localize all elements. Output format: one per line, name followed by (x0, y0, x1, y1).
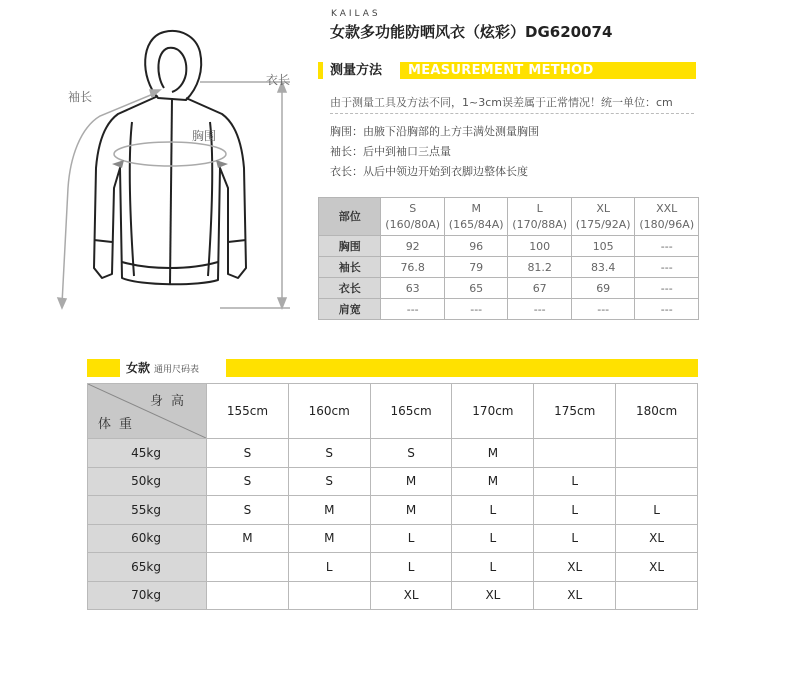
table-row (88, 496, 698, 525)
measurement-corner-label: 部位 (319, 198, 381, 236)
table-cell: 96 (444, 236, 508, 257)
table-cell: --- (508, 299, 572, 320)
sleeve-description: 袖长：后中到袖口三点量 (330, 145, 451, 158)
measurement-method-title-en: MEASUREMENT METHOD (408, 63, 594, 78)
size-cell (288, 581, 370, 610)
height-header: 180cm (616, 384, 698, 439)
size-code: XL (596, 201, 611, 215)
size-cell: S (288, 439, 370, 468)
weight-axis-label: 体重 (98, 417, 141, 432)
size-cell: S (207, 439, 289, 468)
height-header: 160cm (288, 384, 370, 439)
size-header (381, 198, 445, 236)
size-code: S (409, 201, 417, 215)
table-cell: 79 (444, 257, 508, 278)
measurement-row-sleeve (319, 257, 699, 278)
size-cell: L (370, 524, 452, 553)
height-axis-label: 身高 (149, 394, 192, 409)
table-cell: 67 (508, 278, 572, 299)
weight-label: 50kg (88, 467, 207, 496)
chest-description: 胸围：由腋下沿胸部的上方丰满处测量胸围 (330, 125, 539, 138)
height-header: 155cm (207, 384, 289, 439)
general-size-table (87, 383, 698, 610)
size-cell: L (452, 553, 534, 582)
size-spec: (175/92A) (575, 217, 631, 231)
size-cell: L (288, 553, 370, 582)
height-header: 170cm (452, 384, 534, 439)
table-row (88, 553, 698, 582)
table-cell: 92 (381, 236, 445, 257)
size-cell (207, 581, 289, 610)
table-cell: 81.2 (508, 257, 572, 278)
body-length-label: 衣长 (266, 73, 291, 87)
table-cell: --- (381, 299, 445, 320)
table-row (88, 524, 698, 553)
size-cell: XL (452, 581, 534, 610)
size-header (635, 198, 699, 236)
size-cell (534, 439, 616, 468)
section-marker (318, 62, 323, 79)
table-cell: 100 (508, 236, 572, 257)
length-description: 衣长：从后中领边开始到衣脚边整体长度 (330, 165, 528, 178)
table-cell: --- (635, 299, 699, 320)
size-cell (616, 439, 698, 468)
size-cell: M (207, 524, 289, 553)
size-cell: XL (616, 553, 698, 582)
size-cell: L (534, 496, 616, 525)
size-cell: XL (534, 581, 616, 610)
measurement-row-shoulder (319, 299, 699, 320)
size-cell: L (452, 524, 534, 553)
size-cell: L (534, 467, 616, 496)
row-label: 胸围 (319, 236, 381, 257)
weight-label: 55kg (88, 496, 207, 525)
size-cell: M (288, 496, 370, 525)
table-cell: --- (635, 236, 699, 257)
table-cell: 69 (571, 278, 635, 299)
size-header (508, 198, 572, 236)
general-chart-title-main: 女款 (126, 361, 151, 375)
size-cell: L (616, 496, 698, 525)
measurement-row-chest (319, 236, 699, 257)
table-row (88, 467, 698, 496)
table-row (88, 439, 698, 468)
size-code: XXL (656, 201, 678, 215)
size-cell: XL (534, 553, 616, 582)
size-cell (207, 553, 289, 582)
height-header: 175cm (534, 384, 616, 439)
size-cell: M (370, 467, 452, 496)
weight-label: 60kg (88, 524, 207, 553)
size-cell: XL (370, 581, 452, 610)
sleeve-length-label: 袖长 (68, 90, 93, 104)
row-label: 袖长 (319, 257, 381, 278)
size-cell: M (452, 467, 534, 496)
measurement-row-length (319, 278, 699, 299)
size-cell (616, 467, 698, 496)
measurement-header-row (319, 198, 699, 236)
general-chart-title (126, 360, 199, 378)
measurement-table (318, 197, 699, 320)
row-label: 肩宽 (319, 299, 381, 320)
table-cell: --- (635, 257, 699, 278)
size-cell: L (370, 553, 452, 582)
weight-label: 70kg (88, 581, 207, 610)
size-cell: L (452, 496, 534, 525)
table-cell: 105 (571, 236, 635, 257)
height-header-row (88, 384, 698, 439)
size-cell: M (288, 524, 370, 553)
size-cell: M (452, 439, 534, 468)
size-cell: S (370, 439, 452, 468)
size-spec: (165/84A) (448, 217, 504, 231)
chest-label: 胸围 (192, 129, 217, 143)
size-cell: S (207, 496, 289, 525)
measurement-method-title-cn: 测量方法 (330, 63, 383, 78)
size-header (444, 198, 508, 236)
size-cell (616, 581, 698, 610)
size-spec: (180/96A) (639, 217, 695, 231)
table-cell: 76.8 (381, 257, 445, 278)
weight-label: 45kg (88, 439, 207, 468)
row-label: 衣长 (319, 278, 381, 299)
general-chart-subtitle: 通用尺码表 (154, 365, 200, 375)
size-spec: (170/88A) (512, 217, 568, 231)
table-row (88, 581, 698, 610)
table-cell: 65 (444, 278, 508, 299)
table-cell: --- (635, 278, 699, 299)
jacket-drawing (40, 18, 300, 328)
brand-name: KAILAS (331, 9, 381, 19)
table-cell: 63 (381, 278, 445, 299)
table-cell: --- (444, 299, 508, 320)
size-cell: L (534, 524, 616, 553)
size-header (571, 198, 635, 236)
size-spec: (160/80A) (385, 217, 441, 231)
measurement-note: 由于测量工具及方法不同，1~3cm误差属于正常情况！统一单位：cm (330, 96, 673, 109)
table-cell: 83.4 (571, 257, 635, 278)
product-title: 女款多功能防晒风衣（炫彩）DG620074 (330, 23, 613, 41)
height-header: 165cm (370, 384, 452, 439)
size-code: L (536, 201, 543, 215)
size-cell: M (370, 496, 452, 525)
size-cell: S (288, 467, 370, 496)
weight-label: 65kg (88, 553, 207, 582)
dashed-divider (330, 113, 694, 114)
size-code: M (471, 201, 481, 215)
table-cell: --- (571, 299, 635, 320)
jacket-illustration (40, 18, 300, 328)
corner-header (88, 384, 207, 439)
size-cell: S (207, 467, 289, 496)
size-cell: XL (616, 524, 698, 553)
